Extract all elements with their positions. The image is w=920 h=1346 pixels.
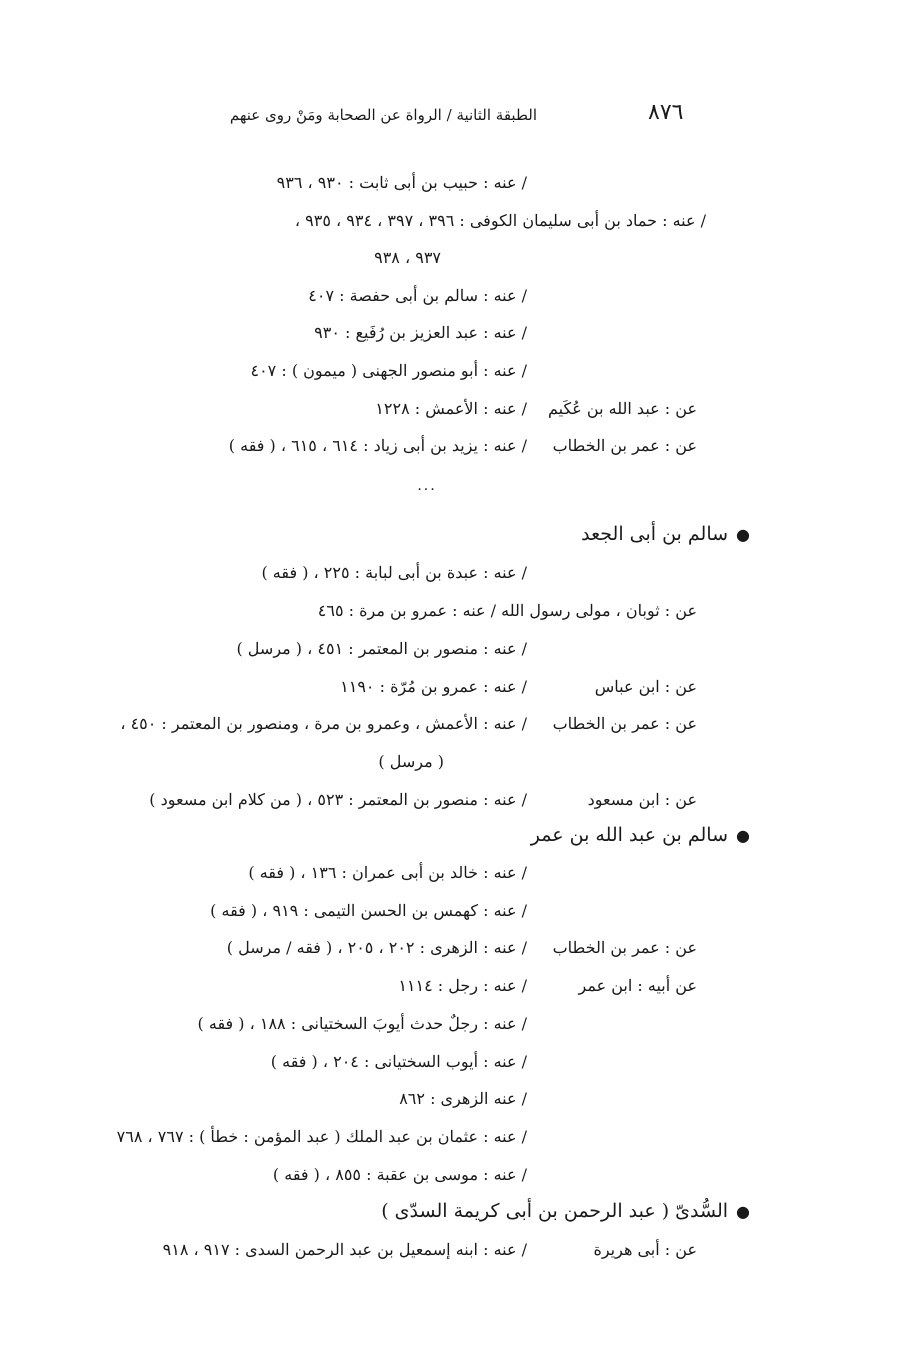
- entry-line: / عنه : خالد بن أبى عمران : ١٣٦ ، ( فقه ): [248, 863, 527, 882]
- entry-line: / عنه : يزيد بن أبى زياد : ٦١٤ ، ٦١٥ ، ( فقه ): [228, 436, 527, 455]
- entry-line: / عنه : عثمان بن عبد الملك ( عبد المؤمن : خطأ ) : ٧٦٧ ، ٧٦٨: [116, 1127, 527, 1146]
- source-label: عن : عبد الله بن عُكَيم: [547, 399, 697, 418]
- entry-line: / عنه : الأعمش : ١٢٢٨: [375, 399, 527, 418]
- entry-line: / عنه : رجلٌ حدث أيوبَ السختيانى : ١٨٨ ، ( فقه ): [197, 1014, 527, 1033]
- entry-line: / عنه : كهمس بن الحسن التيمى : ٩١٩ ، ( فقه ): [210, 901, 527, 920]
- bullet-icon: ●: [736, 525, 750, 544]
- section-heading: [381, 1195, 750, 1227]
- heading-text: سالم بن عبد الله بن عمر: [530, 824, 729, 846]
- page-number: ٨٧٦: [648, 100, 684, 125]
- source-label: عن : عمر بن الخطاب: [552, 714, 697, 733]
- bullet-icon: ●: [736, 1202, 750, 1221]
- entry-line: / عنه : حبيب بن أبى ثابت : ٩٣٠ ، ٩٣٦: [276, 173, 527, 192]
- source-label: عن أبيه : ابن عمر: [578, 976, 697, 995]
- entry-line: / عنه : عبد العزيز بن رُفَيع : ٩٣٠: [314, 323, 527, 342]
- entry-line: / عنه : ابنه إسمعيل بن عبد الرحمن السدى : ٩١٧ ، ٩١٨: [162, 1240, 527, 1259]
- entry-line: / عنه : عبدة بن أبى لبابة : ٢٢٥ ، ( فقه ): [261, 563, 527, 582]
- source-label: عن : ثوبان ، مولى رسول الله / عنه : عمرو بن مرة : ٤٦٥: [317, 601, 697, 620]
- entry-line: / عنه : سالم بن أبى حفصة : ٤٠٧: [308, 286, 527, 305]
- source-label: عن : ابن مسعود: [587, 790, 697, 809]
- bullet-icon: ●: [736, 826, 750, 845]
- entry-line: / عنه : عمرو بن مُرّة : ١١٩٠: [340, 677, 527, 696]
- entry-line: / عنه : الأعمش ، وعمرو بن مرة ، ومنصور بن المعتمر : ٤٥٠ ،: [120, 714, 527, 733]
- entry-line: / عنه : أبو منصور الجهنى ( ميمون ) : ٤٠٧: [250, 361, 527, 380]
- entry-line: / عنه : منصور بن المعتمر : ٤٥١ ، ( مرسل ): [236, 639, 527, 658]
- source-label: عن : عمر بن الخطاب: [552, 436, 697, 455]
- entry-line-continuation: ٩٣٧ ، ٩٣٨: [374, 248, 441, 267]
- entry-line: / عنه : حماد بن أبى سليمان الكوفى : ٣٩٦ ، ٣٩٧ ، ٩٣٤ ، ٩٣٥ ،: [294, 211, 706, 230]
- section-heading: [531, 819, 750, 851]
- entry-line: / عنه الزهرى : ٨٦٢: [399, 1089, 527, 1108]
- entry-line-continuation: ( مرسل ): [378, 752, 444, 771]
- source-label: عن : ابن عباس: [594, 677, 697, 696]
- source-label: عن : أبى هريرة: [593, 1240, 697, 1259]
- heading-text: السُّدىّ ( عبد الرحمن بن أبى كريمة السدّى ): [381, 1200, 729, 1222]
- section-heading: [581, 518, 750, 550]
- running-head: الطبقة الثانية / الرواة عن الصحابة ومَنْ روى عنهم: [229, 106, 537, 124]
- heading-text: سالم بن أبى الجعد: [581, 523, 729, 545]
- section-separator: ...: [417, 478, 437, 494]
- entry-line: / عنه : موسى بن عقبة : ٨٥٥ ، ( فقه ): [272, 1165, 527, 1184]
- source-label: عن : عمر بن الخطاب: [552, 938, 697, 957]
- entry-line: / عنه : أيوب السختيانى : ٢٠٤ ، ( فقه ): [270, 1052, 527, 1071]
- entry-line: / عنه : رجل : ١١١٤: [398, 976, 527, 995]
- entry-line: / عنه : منصور بن المعتمر : ٥٢٣ ، ( من كلام ابن مسعود ): [149, 790, 527, 809]
- entry-line: / عنه : الزهرى : ٢٠٢ ، ٢٠٥ ، ( فقه / مرسل ): [226, 938, 527, 957]
